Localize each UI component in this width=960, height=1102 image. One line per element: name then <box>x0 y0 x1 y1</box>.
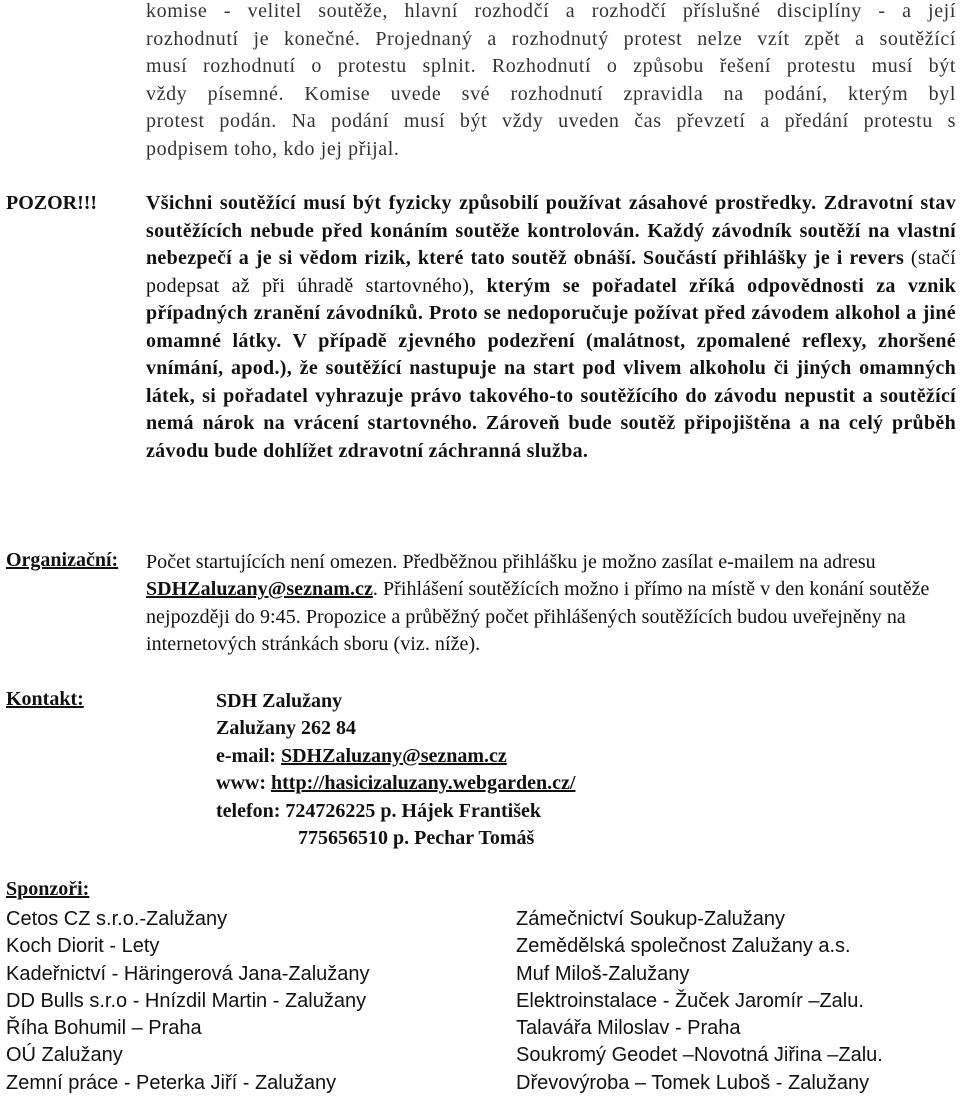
contact-phone-1: telefon: 724726225 p. Hájek František <box>216 799 541 822</box>
sponsor-item: Koch Diorit - Lety <box>6 935 160 958</box>
sponsor-item: Zámečnictví Soukup-Zalužany <box>516 908 786 930</box>
contact-www-link[interactable]: http://hasicizaluzany.webgarden.cz/ <box>271 772 576 795</box>
sponsor-item: DD Bulls s.r.o - Hnízdil Martin - Zalužany <box>6 989 367 1012</box>
protest-paragraph <box>146 0 956 163</box>
contact-label <box>6 688 84 711</box>
sponsor-item: OÚ Zalužany <box>6 1044 123 1067</box>
warning-text-normal: (stačí podepsat až při úhradě startovného), <box>146 247 956 297</box>
contact-address: Zalužany 262 84 <box>216 717 357 740</box>
contact-www-line <box>216 770 575 797</box>
sponsors-right-list <box>516 906 960 1097</box>
sponsor-item: Talavářa Miloslav - Praha <box>516 1017 741 1040</box>
organizational-text-1: Počet startujících není omezen. Předběžnou přihlášku je možno zasílat e-mailem na adresu <box>146 551 876 573</box>
contact-label-text: Kontakt: <box>6 688 84 710</box>
contact-block <box>216 688 575 852</box>
protest-line: rozhodnutí je konečné. Projednaný a rozhodnutý protest nelze vzít zpět a soutěžící <box>146 27 956 50</box>
organizational-text-2: . Přihlášení soutěžících možno i přímo na místě v den konání soutěže nejpozději do 9:45. Propozice a průběžný počet přihlášených soutěžících budou uveřejněny na internetových stránkách sboru (viz. níže). <box>146 578 930 656</box>
sponsor-item: Zemědělská společnost Zalužany a.s. <box>516 935 851 958</box>
warning-text-1: Všichni soutěžící musí být fyzicky způsobilí používat zásahové prostředky. Zdravotní stav soutěžících nebude před konáním soutěže kontrolován. Každý závodník soutěží na vlastní nebezpečí a je si vědom rizik, které tato soutěž obnáší. Součástí přihlášky je i revers <box>146 192 956 269</box>
contact-org: SDH Zalužany <box>216 690 343 712</box>
protest-line: podpisem toho, kdo jej přijal. <box>146 137 400 160</box>
sponsor-item: Zemní práce - Peterka Jiří - Zalužany <box>6 1071 337 1094</box>
sponsor-item: Soukromý Geodet –Novotná Jiřina –Zalu. <box>516 1044 883 1067</box>
warning-paragraph <box>146 190 956 465</box>
sponsors-label-text: Sponzoři: <box>6 878 90 900</box>
sponsor-item: Kadeřnictví - Häringerová Jana-Zalužany <box>6 962 370 985</box>
protest-line: komise - velitel soutěže, hlavní rozhodčí a rozhodčí příslušné disciplíny - a její <box>146 0 956 22</box>
contact-email-prefix: e-mail: <box>216 744 281 767</box>
protest-line: musí rozhodnutí o protestu splnit. Rozhodnutí o způsobu řešení protestu musí být <box>146 55 956 77</box>
contact-phone-2: 775656510 p. Pechar Tomáš <box>298 827 535 850</box>
sponsor-item: Dřevovýroba – Tomek Luboš - Zalužany <box>516 1071 870 1094</box>
sponsor-item: Muf Miloš-Zalužany <box>516 962 690 985</box>
protest-line: protest podán. Na podání musí být vždy uveden čas převzetí a předání protestu s <box>146 110 956 132</box>
sponsors-label <box>6 878 89 901</box>
organizational-label-text: Organizační: <box>6 549 119 571</box>
sponsors-left-list <box>6 906 496 1097</box>
organizational-text <box>146 549 946 659</box>
warning-text-2: kterým se pořadatel zříká odpovědnosti za vznik případných zranění závodníků. Proto se nedoporučuje požívat před závodem alkohol a jiné omamné látky. V případě zjevného podezření (malátnost, zpomalené reflexy, zhoršené vnímání, apod.), že soutěžící nastupuje na start pod vlivem alkoholu či jiných omamných látek, si pořadatel vyhrazuje právo takového-to soutěžícího do závodu nepustit a soutěžící nemá nárok na vrácení startovného. Zároveň bude soutěž připojištěna a na celý průběh závodu bude dohlížet zdravotní záchranná služba. <box>146 274 957 462</box>
warning-label: POZOR!!! <box>6 192 98 214</box>
protest-line: vždy písemné. Komise uvede své rozhodnutí zpravidla na podání, kterým byl <box>146 82 956 105</box>
organizational-email-link[interactable]: SDHZaluzany@seznam.cz <box>146 578 373 601</box>
sponsor-item: Cetos CZ s.r.o.-Zalužany <box>6 908 228 930</box>
contact-email-line <box>216 743 575 770</box>
contact-email-link[interactable]: SDHZaluzany@seznam.cz <box>280 744 507 767</box>
sponsor-item: Říha Bohumil – Praha <box>6 1017 202 1040</box>
sponsor-item: Elektroinstalace - Žuček Jaromír –Zalu. <box>516 989 864 1012</box>
contact-www-prefix: www: <box>216 772 271 795</box>
organizational-label <box>6 549 118 572</box>
